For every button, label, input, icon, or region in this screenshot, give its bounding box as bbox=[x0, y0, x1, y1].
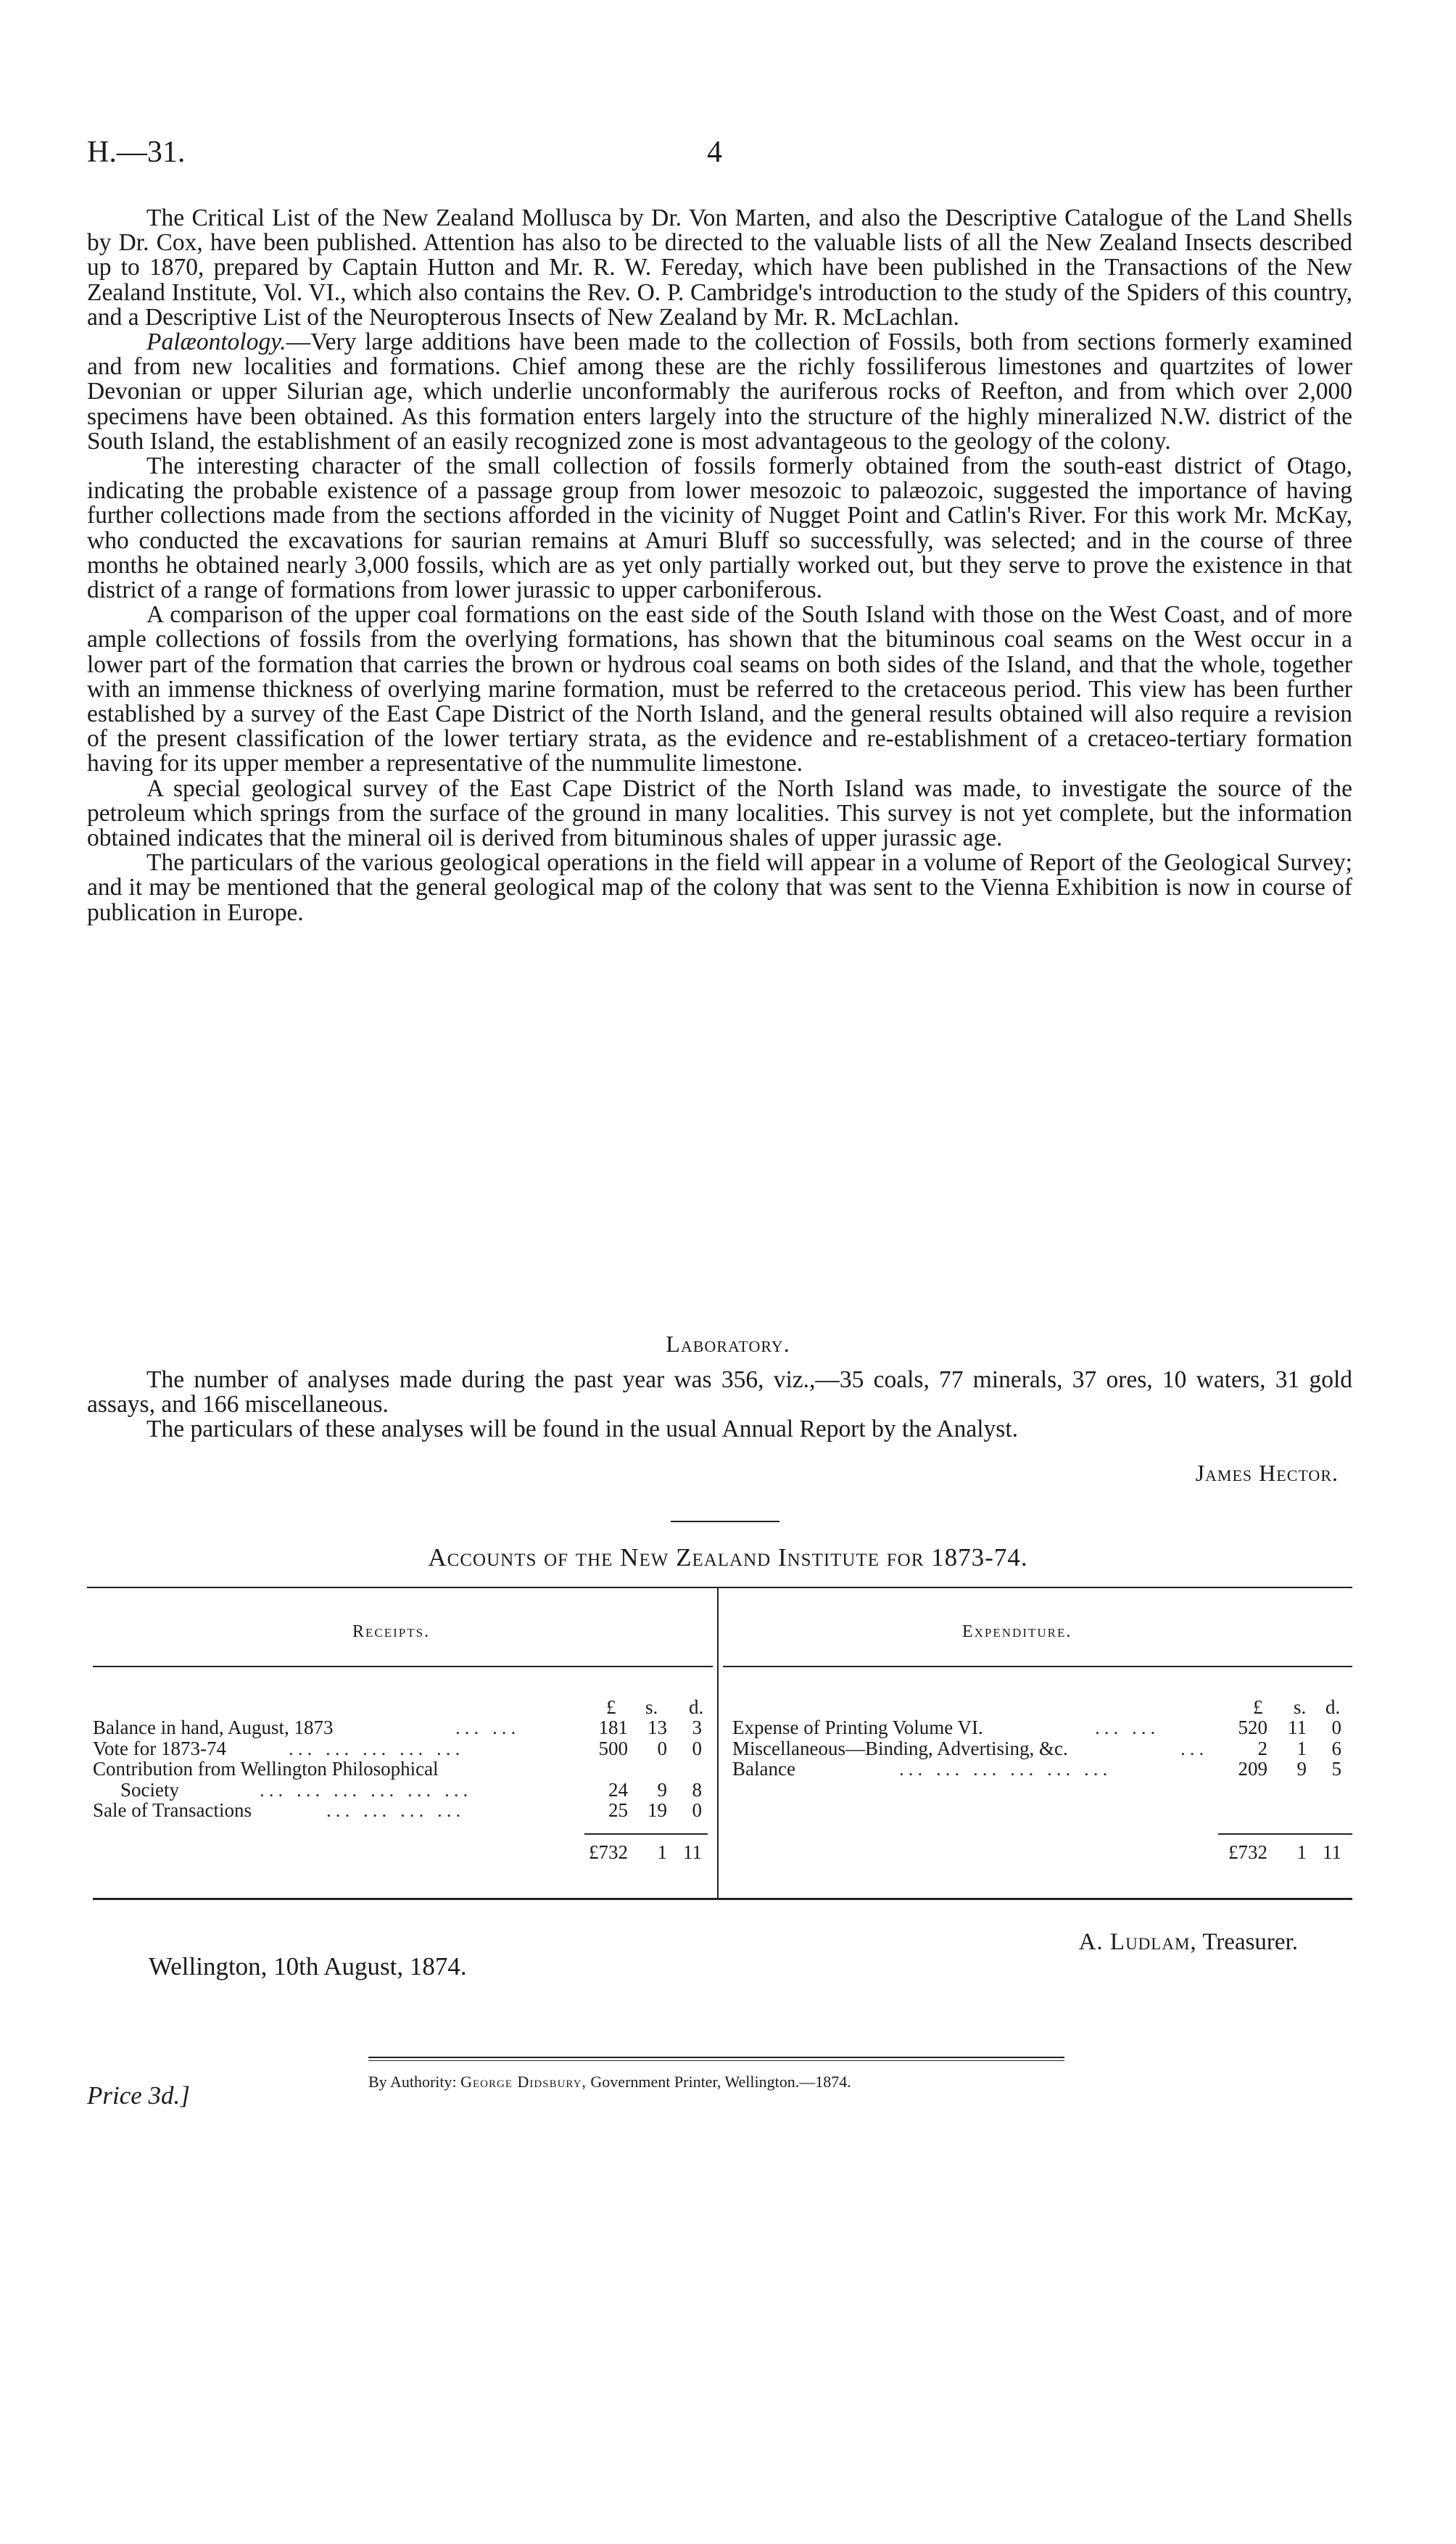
leader-dots: ... ... bbox=[1095, 1717, 1160, 1738]
row-label: Expense of Printing Volume VI. bbox=[732, 1717, 983, 1738]
authority-rest: Government Printer, Wellington.—1874. bbox=[590, 2073, 851, 2091]
row-label: Miscellaneous—Binding, Advertising, &c. bbox=[732, 1737, 1068, 1759]
accounts-head-rule-right bbox=[723, 1666, 1352, 1667]
paragraph-geological-report: The particulars of the various geological operations in the field will appear in a volume of Report of the Geological Survey; and it may be mentioned that the general geological map of the colony that was sent to the Vienna Exhibition is now in course of publication in Europe. bbox=[87, 849, 1352, 926]
paragraph-palaeontology bbox=[87, 330, 1352, 454]
treasurer-name: A. Ludlam, bbox=[1078, 1929, 1197, 1955]
laboratory-report: The particulars of these analyses will be found in the usual Annual Report by the Analyst. bbox=[146, 1416, 1019, 1443]
accounts-title: Accounts of the New Zealand Institute for 1873-74. bbox=[428, 1543, 1028, 1572]
accounts-bottom-rule bbox=[93, 1898, 1352, 1900]
row-pence: 0 bbox=[692, 1737, 702, 1759]
row-pence: 6 bbox=[1331, 1737, 1341, 1759]
table-row bbox=[93, 1717, 709, 1738]
leader-dots: ... ... bbox=[455, 1717, 521, 1738]
table-row bbox=[93, 1759, 709, 1780]
laboratory-analyses: The number of analyses made during the past year was 356, viz.,—35 coals, 77 minerals, 37 ores, 10 waters, 31 gold assays, and 166 miscellaneous. bbox=[87, 1366, 1352, 1418]
document-reference: H.—31. bbox=[87, 136, 186, 169]
total-row bbox=[732, 1842, 1352, 1863]
leader-dots: ... ... ... ... ... ... bbox=[899, 1758, 1112, 1780]
place-date: Wellington, 10th August, 1874. bbox=[149, 1952, 467, 1981]
expenditure-heading: Expenditure. bbox=[962, 1622, 1072, 1641]
paragraph-otago-fossils: The interesting character of the small collection of fossils formerly obtained from the south-east district of Otago, indicating the probable existence of a passage group from lower mesozoic to palæozoic, suggested the importance of having further collections made from the sections afforded in the vicinity of Nugget Point and Catlin's River. For this work Mr. McKay, who conducted the excavations for saurian remains at Amuri Bluff so successfully, was selected; and in the course of three months he obtained nearly 3,000 fossils, which are as yet only partially worked out, but they serve to prove the existence in that district of a range of formations from lower jurassic to upper carboniferous. bbox=[87, 453, 1352, 604]
leader-dots: ... ... ... ... ... ... bbox=[260, 1778, 473, 1801]
accounts-head-rule-left bbox=[93, 1666, 713, 1667]
row-shillings: 11 bbox=[1288, 1717, 1307, 1738]
row-label: Vote for 1873-74 bbox=[93, 1737, 226, 1759]
footer-rule-thin bbox=[368, 2060, 1064, 2061]
table-row bbox=[732, 1738, 1352, 1759]
row-shillings: 9 bbox=[1296, 1758, 1307, 1780]
row-pence: 0 bbox=[692, 1799, 702, 1821]
row-pounds: 209 bbox=[1238, 1758, 1267, 1780]
table-row bbox=[93, 1780, 709, 1801]
expenditure-total-rule bbox=[1218, 1833, 1352, 1835]
footer-rule bbox=[368, 2057, 1064, 2058]
authority-prefix: By Authority: bbox=[368, 2073, 457, 2091]
row-pounds: 25 bbox=[608, 1799, 628, 1821]
row-pounds: 24 bbox=[608, 1778, 628, 1801]
expenditure-shillings-header: s. bbox=[1294, 1696, 1307, 1718]
laboratory-section bbox=[87, 1368, 1352, 1442]
row-pounds: 181 bbox=[598, 1717, 628, 1738]
row-shillings: 19 bbox=[648, 1799, 667, 1821]
expenditure-total bbox=[732, 1842, 1352, 1863]
paragraph-east-cape-survey: A special geological survey of the East Cape District of the North Island was made, to investigate the source of the petroleum which springs from the surface of the ground in many localities. This survey is not yet complete, but the information obtained indicates that the mineral oil is derived from bituminous shales of upper jurassic age. bbox=[87, 775, 1352, 852]
table-row bbox=[732, 1717, 1352, 1738]
row-label: Balance in hand, August, 1873 bbox=[93, 1717, 334, 1738]
paragraph-mollusca: The Critical List of the New Zealand Mollusca by Dr. Von Marten, and also the Descriptive Catalogue of the Land Shells by Dr. Cox, have been published. Attention has also to be directed to the valuable lists of all the New Zealand Insects described up to 1870, prepared by Captain Hutton and Mr. R. W. Fereday, which have been published in the Transactions of the New Zealand Institute, Vol. VI., which also contains the Rev. O. P. Cambridge's introduction to the study of the Spiders of this country, and a Descriptive List of the Neuropterous Insects of New Zealand by Mr. R. McLachlan. bbox=[87, 205, 1352, 331]
receipts-pence-header: d. bbox=[689, 1696, 704, 1718]
treasurer-title: Treasurer. bbox=[1202, 1929, 1298, 1955]
row-shillings: 13 bbox=[648, 1717, 667, 1738]
table-row bbox=[93, 1800, 709, 1821]
row-shillings: 9 bbox=[657, 1778, 667, 1801]
palaeontology-lead: Palæontology. bbox=[146, 329, 286, 356]
row-pounds: 500 bbox=[598, 1737, 628, 1759]
expenditure-table bbox=[732, 1717, 1352, 1780]
printer-authority bbox=[368, 2073, 851, 2091]
row-label-continued: Society bbox=[120, 1778, 179, 1801]
section-divider bbox=[671, 1521, 779, 1522]
receipts-total-rule bbox=[584, 1833, 708, 1835]
signature-hector: James Hector. bbox=[1195, 1460, 1339, 1486]
row-shillings: 1 bbox=[1296, 1737, 1307, 1759]
row-shillings: 0 bbox=[657, 1737, 667, 1759]
row-label: Sale of Transactions bbox=[93, 1799, 252, 1821]
price-note: Price 3d.] bbox=[87, 2081, 190, 2110]
receipts-table bbox=[93, 1717, 709, 1821]
table-row bbox=[93, 1738, 709, 1759]
total-shillings: 1 bbox=[1296, 1841, 1307, 1863]
palaeontology-text: —Very large additions have been made to the collection of Fossils, both from sections formerly examined and from new localities and formations. Chief among these are the richly fossiliferous limestones and quartzites of lower Devonian or upper Silurian age, which underlie unconformably the auriferous rocks of Reefton, and from which over 2,000 specimens have been obtained. As this formation enters largely into the structure of the highly mineralized N.W. district of the South Island, the establishment of an easily recognized zone is most advantageous to the geology of the colony. bbox=[87, 329, 1352, 455]
laboratory-heading: Laboratory. bbox=[666, 1331, 790, 1357]
total-pounds: £732 bbox=[589, 1841, 628, 1863]
row-pence: 5 bbox=[1331, 1758, 1341, 1780]
leader-dots: ... bbox=[1180, 1737, 1209, 1759]
row-pounds: 2 bbox=[1257, 1737, 1267, 1759]
page-number: 4 bbox=[707, 136, 722, 169]
expenditure-pounds-header: £ bbox=[1253, 1696, 1263, 1718]
row-pence: 3 bbox=[692, 1717, 702, 1738]
row-pence: 0 bbox=[1331, 1717, 1341, 1738]
report-body bbox=[87, 206, 1352, 925]
receipts-pounds-header: £ bbox=[606, 1696, 616, 1718]
receipts-total bbox=[93, 1842, 709, 1863]
total-row bbox=[93, 1842, 709, 1863]
receipts-heading: Receipts. bbox=[352, 1622, 431, 1641]
table-row bbox=[732, 1759, 1352, 1780]
treasurer-signature bbox=[1079, 1929, 1298, 1956]
row-label: Contribution from Wellington Philosophical bbox=[93, 1758, 439, 1780]
total-pence: 11 bbox=[1323, 1841, 1341, 1863]
accounts-top-rule bbox=[87, 1587, 1352, 1588]
total-pounds: £732 bbox=[1228, 1841, 1267, 1863]
row-pounds: 520 bbox=[1238, 1717, 1267, 1738]
leader-dots: ... ... ... ... bbox=[326, 1799, 466, 1821]
expenditure-pence-header: d. bbox=[1325, 1696, 1341, 1718]
printer-name: George Didsbury, bbox=[460, 2073, 587, 2091]
row-pence: 8 bbox=[692, 1778, 702, 1801]
total-pence: 11 bbox=[683, 1841, 702, 1863]
total-shillings: 1 bbox=[657, 1841, 667, 1863]
accounts-column-divider bbox=[717, 1588, 719, 1899]
paragraph-coal-formations: A comparison of the upper coal formations on the east side of the South Island with those on the West Coast, and of more ample collections of fossils from the overlying formations, has shown that the bituminous coal seams on the West occur in a lower part of the formation that carries the brown or hydrous coal seams on both sides of the Island, and that the whole, together with an immense thickness of overlying marine formation, must be referred to the cretaceous period. This view has been further established by a survey of the East Cape District of the North Island, and the general results obtained will also require a revision of the present classification of the lower tertiary strata, as the evidence and re-establishment of a cretaceo-tertiary formation having for its upper member a representative of the nummulite limestone. bbox=[87, 601, 1352, 777]
leader-dots: ... ... ... ... ... bbox=[289, 1737, 465, 1759]
row-label: Balance bbox=[732, 1758, 795, 1780]
receipts-shillings-header: s. bbox=[645, 1696, 658, 1718]
